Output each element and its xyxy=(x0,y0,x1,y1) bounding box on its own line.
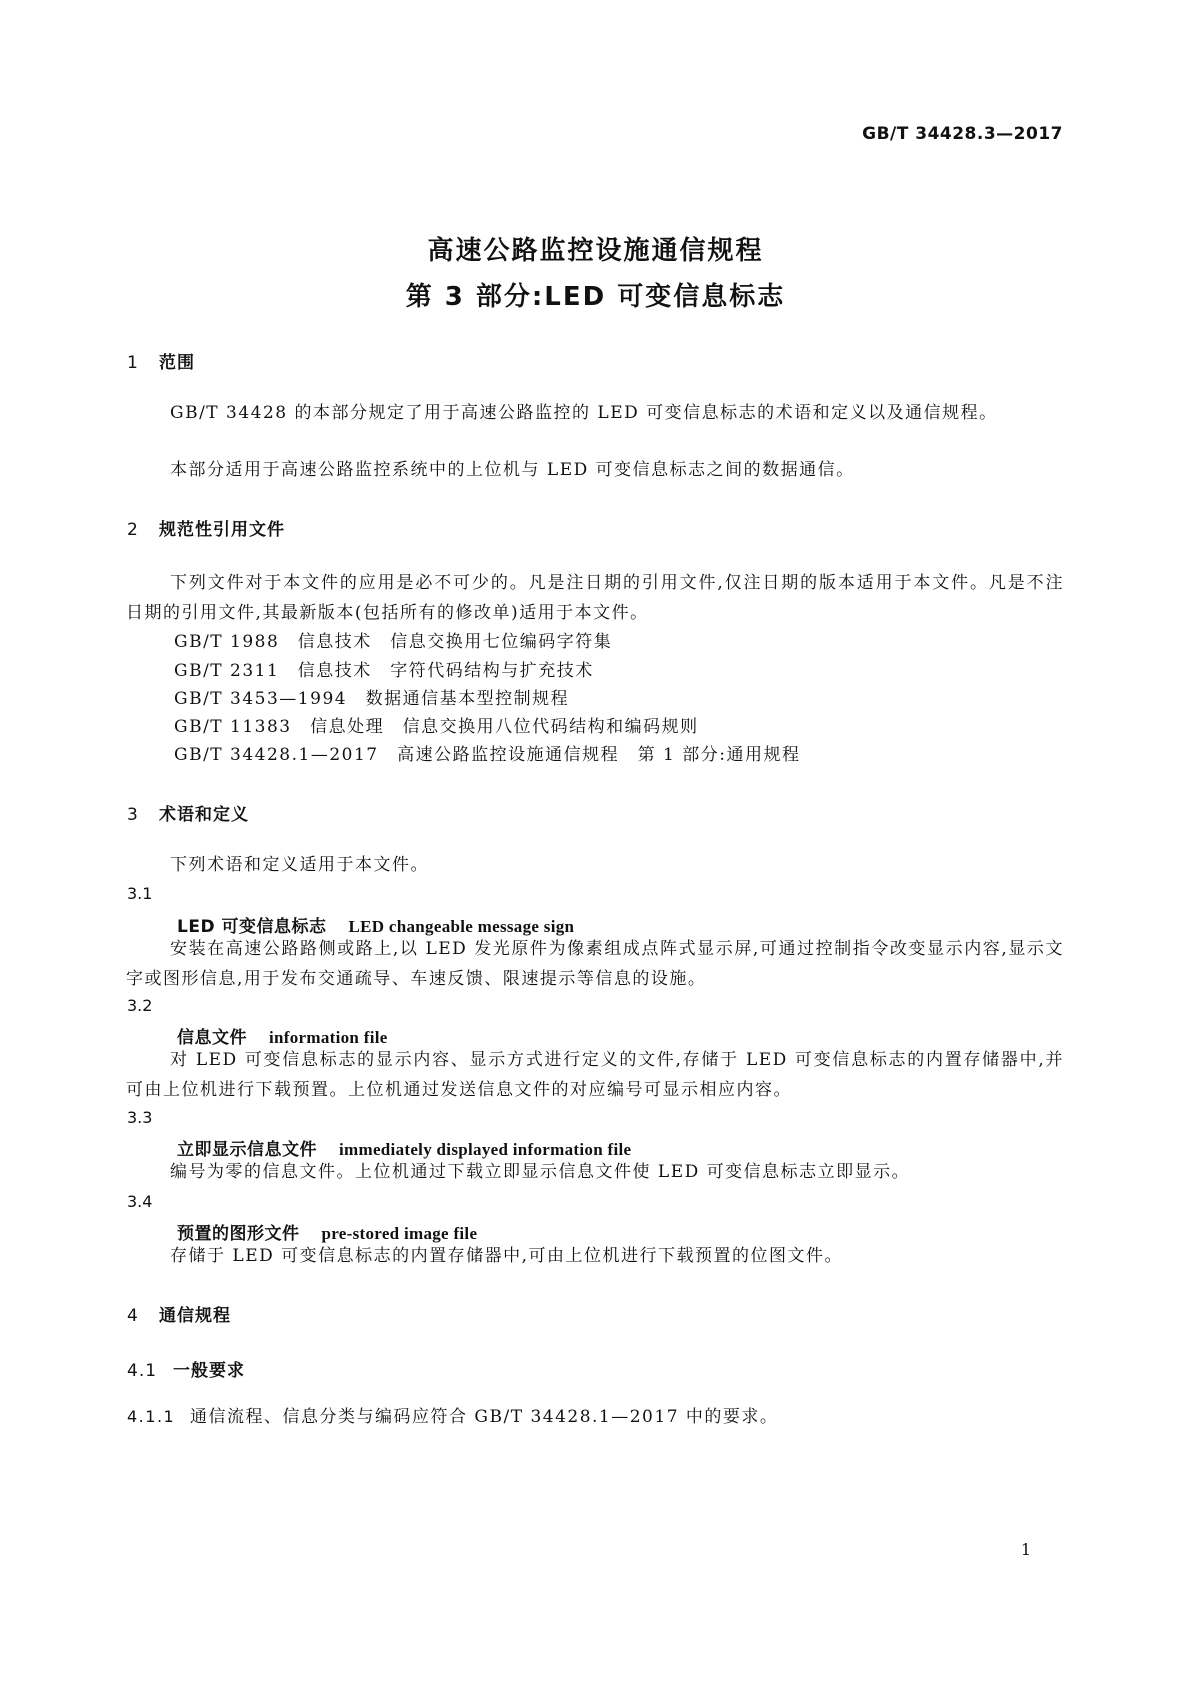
term-definition: 安装在高速公路路侧或路上,以 LED 发光原件为像素组成点阵式显示屏,可通过控制指令改变显示内容,显示文字或图形信息,用于发布交通疏导、车速反馈、限速提示等信息的设施。 xyxy=(126,939,1064,989)
title-line-2: 第 3 部分:LED 可变信息标志 xyxy=(405,282,786,312)
document-title xyxy=(0,228,1191,320)
term-english: immediately displayed information file xyxy=(339,1140,632,1159)
section-title: 术语和定义 xyxy=(159,805,249,825)
term-definition: 对 LED 可变信息标志的显示内容、显示方式进行定义的文件,存储于 LED 可变信息标志的内置存储器中,并可由上位机进行下载预置。上位机通过发送信息文件的对应编号可显示相应内容。 xyxy=(126,1050,1064,1100)
reference-item: GB/T 11383 信息处理 信息交换用八位代码结构和编码规则 xyxy=(174,717,699,737)
title-line-1: 高速公路监控设施通信规程 xyxy=(427,236,764,266)
section-2-paragraph-1: 下列文件对于本文件的应用是必不可少的。凡是注日期的引用文件,仅注日期的版本适用于本文件。凡是不注日期的引用文件,其最新版本(包括所有的修改单)适用于本文件。 xyxy=(126,573,1064,623)
section-title: 通信规程 xyxy=(159,1306,231,1326)
term-chinese: LED 可变信息标志 xyxy=(177,917,327,937)
subsection-heading xyxy=(127,1356,245,1381)
term-english: information file xyxy=(269,1028,388,1047)
term-chinese: 信息文件 xyxy=(177,1028,247,1048)
term-number: 3.3 xyxy=(127,1108,153,1127)
term-chinese: 立即显示信息文件 xyxy=(177,1140,317,1160)
section-1-heading xyxy=(127,348,195,373)
section-1-paragraph-2: 本部分适用于高速公路监控系统中的上位机与 LED 可变信息标志之间的数据通信。 xyxy=(170,460,855,480)
section-4-heading xyxy=(127,1301,231,1326)
reference-item: GB/T 3453—1994 数据通信基本型控制规程 xyxy=(174,689,570,709)
term-english: LED changeable message sign xyxy=(348,917,575,936)
standard-number: GB/T 34428.3—2017 xyxy=(862,124,1063,144)
reference-item: GB/T 34428.1—2017 高速公路监控设施通信规程 第 1 部分:通用规程 xyxy=(174,745,801,765)
section-3-intro: 下列术语和定义适用于本文件。 xyxy=(170,855,429,875)
section-number: 1 xyxy=(127,353,139,373)
section-title: 范围 xyxy=(159,353,195,373)
term-definition: 存储于 LED 可变信息标志的内置存储器中,可由上位机进行下载预置的位图文件。 xyxy=(170,1246,844,1266)
term-number: 3.4 xyxy=(127,1192,153,1211)
subsection-number: 4.1 xyxy=(127,1361,158,1381)
section-number: 2 xyxy=(127,520,139,540)
term-chinese: 预置的图形文件 xyxy=(177,1224,300,1244)
section-2-heading xyxy=(127,515,285,540)
section-1-paragraph-1: GB/T 34428 的本部分规定了用于高速公路监控的 LED 可变信息标志的术语和定义以及通信规程。 xyxy=(170,403,998,423)
section-number: 4 xyxy=(127,1306,139,1326)
section-title: 规范性引用文件 xyxy=(159,520,285,540)
page-number: 1 xyxy=(1020,1540,1031,1559)
section-number: 3 xyxy=(127,805,139,825)
clause-4-1-1 xyxy=(127,1402,778,1427)
term-number: 3.1 xyxy=(127,884,153,903)
reference-item: GB/T 1988 信息技术 信息交换用七位编码字符集 xyxy=(174,632,613,652)
clause-text: 通信流程、信息分类与编码应符合 GB/T 34428.1—2017 中的要求。 xyxy=(190,1407,779,1427)
reference-item: GB/T 2311 信息技术 字符代码结构与扩充技术 xyxy=(174,661,594,681)
term-english: pre-stored image file xyxy=(321,1224,478,1243)
subsection-title: 一般要求 xyxy=(173,1361,245,1381)
clause-number: 4.1.1 xyxy=(127,1407,176,1426)
term-definition: 编号为零的信息文件。上位机通过下载立即显示信息文件使 LED 可变信息标志立即显示。 xyxy=(170,1162,911,1182)
section-3-heading xyxy=(127,800,249,825)
term-number: 3.2 xyxy=(127,996,153,1015)
